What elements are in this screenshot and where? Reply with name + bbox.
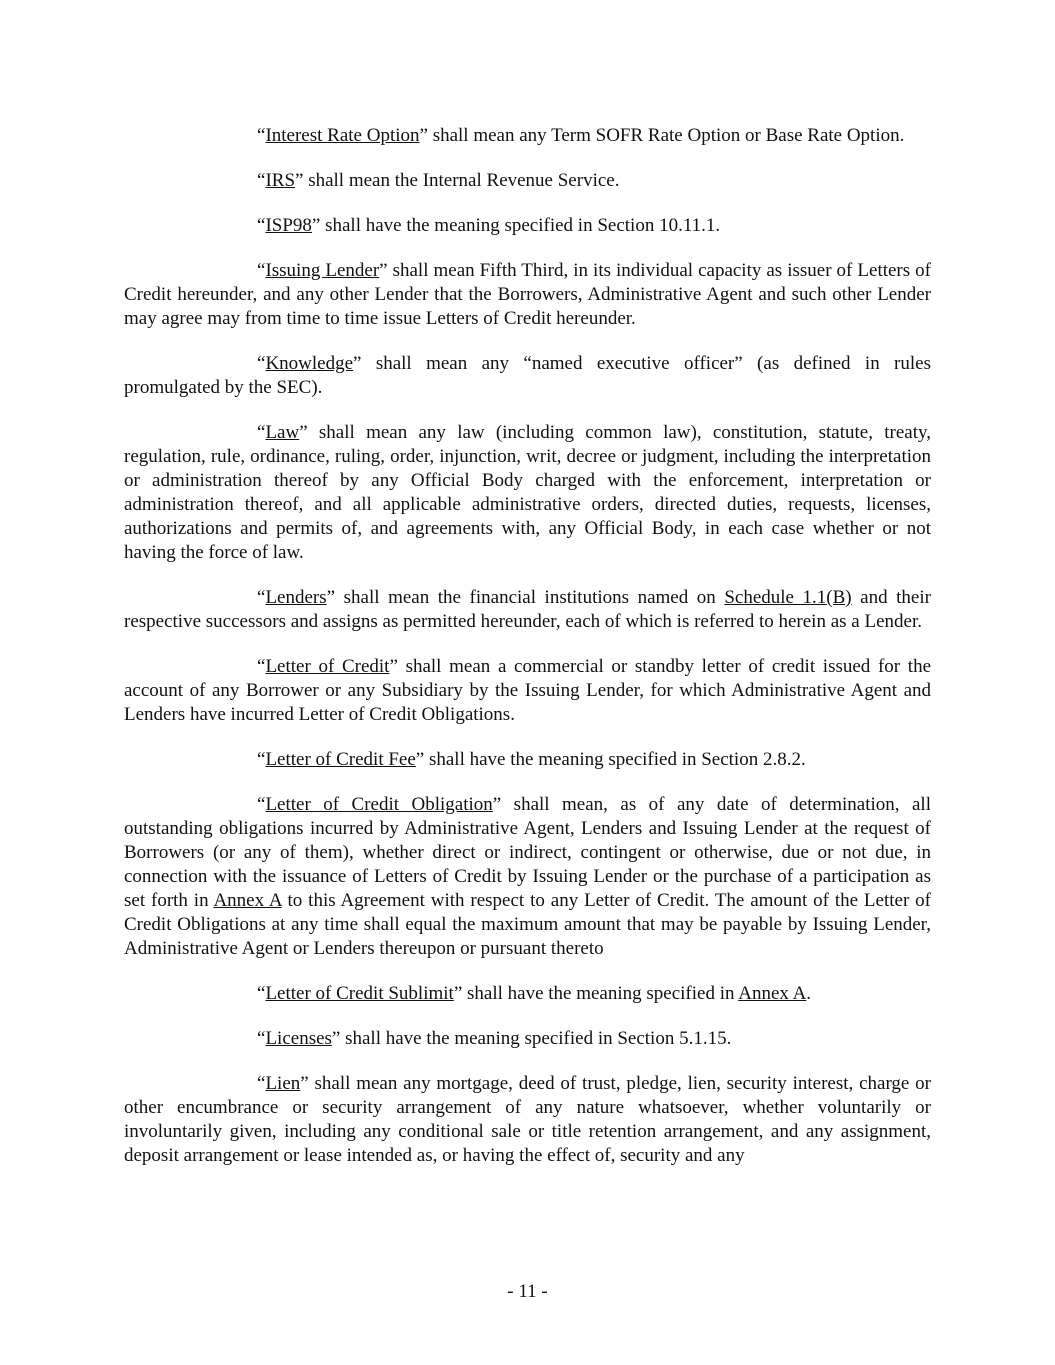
open-quote: “ bbox=[257, 656, 266, 677]
definition-text-tail: . bbox=[806, 983, 812, 1004]
definition-text: ” shall mean the Internal Revenue Service. bbox=[295, 170, 620, 191]
definition-text: ” shall mean a commercial or standby letter of credit issued for the account of any Borrower or any Subsidiary by the Issuing Lender, for which Administrative Agent and Lenders have incurred Letter of Credit Obligations. bbox=[124, 656, 931, 725]
annex-reference: Annex A bbox=[213, 890, 282, 911]
definition-text: ” shall mean any mortgage, deed of trust, pledge, lien, security interest, charge or other encumbrance or security arrangement of any nature whatsoever, whether voluntarily or involuntarily given, including any conditional sale or title retention arrangement, and any assignment, deposit arrangement or lease intended as, or having the effect of, security and any bbox=[124, 1073, 931, 1166]
definition-law bbox=[124, 421, 931, 565]
definition-text: ” shall have the meaning specified in bbox=[453, 983, 739, 1004]
definition-licenses bbox=[124, 1027, 931, 1051]
open-quote: “ bbox=[257, 125, 266, 146]
open-quote: “ bbox=[257, 794, 266, 815]
defined-term: Letter of Credit Sublimit bbox=[265, 983, 454, 1004]
definition-isp98 bbox=[124, 214, 931, 238]
open-quote: “ bbox=[257, 353, 266, 374]
definition-text: ” shall mean Fifth Third, in its individual capacity as issuer of Letters of Credit hereunder, and any other Lender that the Borrowers, Administrative Agent and such other Lender may agree may from time to time issue Letters of Credit hereunder. bbox=[124, 260, 931, 329]
definition-text: ” shall have the meaning specified in Section 10.11.1. bbox=[311, 215, 721, 236]
definition-irs bbox=[124, 169, 931, 193]
definition-knowledge bbox=[124, 352, 931, 400]
document-body bbox=[124, 124, 931, 1189]
defined-term: Letter of Credit Fee bbox=[265, 749, 416, 770]
definition-letter-of-credit-obligation bbox=[124, 793, 931, 961]
definition-letter-of-credit-sublimit bbox=[124, 982, 931, 1006]
definition-issuing-lender bbox=[124, 259, 931, 331]
open-quote: “ bbox=[257, 422, 266, 443]
definition-lenders bbox=[124, 586, 931, 634]
definition-text: ” shall have the meaning specified in Section 2.8.2. bbox=[415, 749, 806, 770]
open-quote: “ bbox=[257, 1028, 266, 1049]
defined-term: Interest Rate Option bbox=[265, 125, 420, 146]
definition-letter-of-credit-fee bbox=[124, 748, 931, 772]
defined-term: Knowledge bbox=[265, 353, 354, 374]
annex-reference: Annex A bbox=[738, 983, 807, 1004]
definition-text: ” shall mean any “named executive officer” (as defined in rules promulgated by the SEC). bbox=[124, 353, 931, 398]
definition-text-tail: to this Agreement with respect to any Letter of Credit. The amount of the Letter of Credit Obligations at any time shall equal the maximum amount that may be payable by Issuing Lender, Administrative Agent or Lenders thereupon or pursuant thereto bbox=[124, 890, 931, 959]
schedule-reference: Schedule 1.1(B) bbox=[724, 587, 852, 608]
open-quote: “ bbox=[257, 170, 266, 191]
defined-term: Lien bbox=[265, 1073, 301, 1094]
open-quote: “ bbox=[257, 215, 266, 236]
defined-term: Issuing Lender bbox=[265, 260, 380, 281]
defined-term: Letter of Credit Obligation bbox=[265, 794, 493, 815]
open-quote: “ bbox=[257, 587, 266, 608]
definition-letter-of-credit bbox=[124, 655, 931, 727]
defined-term: ISP98 bbox=[265, 215, 312, 236]
definition-text: ” shall mean any law (including common law), constitution, statute, treaty, regulation, rule, ordinance, ruling, order, injunction, writ, decree or judgment, including the interpretation or administration thereof by any Official Body charged with the enforcement, interpretation or administration thereof, and all applicable administrative orders, directed duties, requests, licenses, authorizations and permits of, and agreements with, any Official Body, in each case whether or not having the force of law. bbox=[124, 422, 931, 563]
defined-term: Licenses bbox=[265, 1028, 332, 1049]
defined-term: Law bbox=[265, 422, 300, 443]
defined-term: IRS bbox=[265, 170, 296, 191]
page-number: - 11 - bbox=[507, 1281, 548, 1302]
open-quote: “ bbox=[257, 1073, 266, 1094]
definition-text: ” shall mean any Term SOFR Rate Option or Base Rate Option. bbox=[419, 125, 905, 146]
defined-term: Letter of Credit bbox=[265, 656, 390, 677]
definition-text: ” shall mean the financial institutions named on bbox=[326, 587, 725, 608]
open-quote: “ bbox=[257, 983, 266, 1004]
definition-interest-rate-option bbox=[124, 124, 931, 148]
definition-text-tail: and their respective successors and assigns as permitted hereunder, each of which is referred to herein as a Lender. bbox=[124, 587, 931, 632]
definition-text: ” shall have the meaning specified in Section 5.1.15. bbox=[331, 1028, 732, 1049]
defined-term: Lenders bbox=[265, 587, 327, 608]
open-quote: “ bbox=[257, 749, 266, 770]
definition-text: ” shall mean, as of any date of determination, all outstanding obligations incurred by Administrative Agent, Lenders and Issuing Lender at the request of Borrowers (or any of them), whether direct or indirect, contingent or otherwise, due or not due, in connection with the issuance of Letters of Credit by Issuing Lender or the purchase of a participation as set forth in bbox=[124, 794, 931, 911]
definition-lien bbox=[124, 1072, 931, 1168]
open-quote: “ bbox=[257, 260, 266, 281]
